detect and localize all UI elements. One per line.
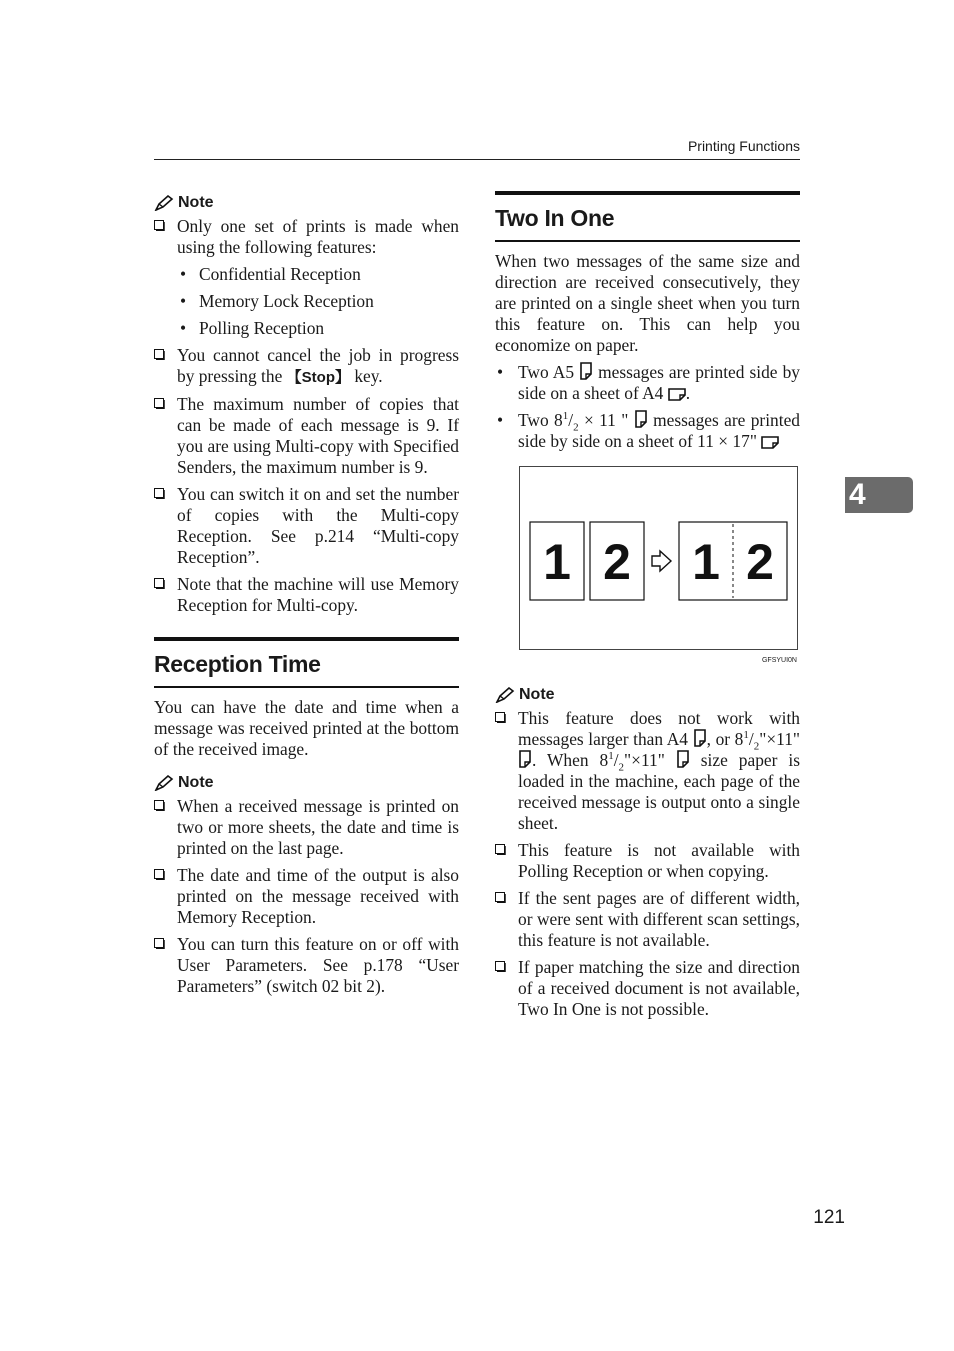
section-rule — [495, 191, 800, 195]
list-item: • Polling Reception — [180, 318, 325, 338]
page-number-label: 1 — [543, 534, 571, 590]
body-paragraph: You can have the date and time when a message was received printed at the bottom of the received image. — [154, 697, 459, 759]
section-title-two-in-one: Two In One — [495, 205, 615, 231]
chapter-tab: 4 — [845, 477, 913, 513]
note-item: Note that the machine will use Memory Reception for Multi-copy. — [154, 574, 459, 616]
note-heading: Note — [154, 192, 459, 213]
left-column — [154, 192, 459, 1003]
figure-frame — [519, 466, 798, 650]
paper-portrait-icon — [676, 750, 690, 768]
note-item: This feature is not available with Polling Reception or when copying. — [495, 840, 800, 882]
list-item: • Two A5 messages are printed side by side on a sheet of A4 . — [497, 362, 800, 403]
checkbox-icon — [154, 800, 165, 811]
note-heading: Note — [154, 772, 459, 793]
two-in-one-figure — [495, 466, 800, 664]
page-number-label: 1 — [692, 534, 720, 590]
checkbox-icon — [495, 712, 506, 723]
page-number-label: 2 — [746, 534, 774, 590]
pencil-note-icon — [495, 687, 515, 703]
section-title-reception-time: Reception Time — [154, 651, 321, 677]
section-rule — [495, 240, 800, 242]
checkbox-icon — [154, 938, 165, 949]
note-item: If paper matching the size and direction of a received document is not available, Two In One is not possible. — [495, 957, 800, 1020]
bullet-list — [495, 362, 800, 452]
checkbox-icon — [154, 349, 165, 360]
figure-illustration — [520, 467, 797, 649]
right-column — [495, 191, 800, 1026]
note-item: You can switch it on and set the number of copies with the Multi-copy Reception. See p.214 “Multi-copy Reception”. — [154, 484, 459, 568]
figure-code: GFSYUI0N — [761, 657, 797, 664]
stop-key-label: 【Stop】 — [286, 369, 350, 386]
paper-portrait-icon — [693, 729, 707, 747]
page-number: 121 — [813, 1207, 845, 1228]
note-item: If the sent pages are of different width, or were sent with different scan settings, this feature is not available. — [495, 888, 800, 951]
note-item: The date and time of the output is also printed on the message received with Memory Reception. — [154, 865, 459, 928]
paper-landscape-icon — [761, 435, 779, 449]
list-item: • Memory Lock Reception — [180, 291, 374, 311]
body-paragraph: When two messages of the same size and direction are received consecutively, they are printed on a single sheet when you turn this feature on. This can help you economize on paper. — [495, 251, 800, 355]
page-number-label: 2 — [603, 534, 631, 590]
checkbox-icon — [154, 578, 165, 589]
checkbox-icon — [154, 220, 165, 231]
checkbox-icon — [495, 844, 506, 855]
paper-portrait-icon — [579, 362, 593, 380]
section-rule — [154, 686, 459, 688]
checkbox-icon — [154, 398, 165, 409]
note-item: You can turn this feature on or off with User Parameters. See p.178 “User Parameters” (switch 02 bit 2). — [154, 934, 459, 997]
arrow-right-icon — [652, 551, 671, 571]
paper-portrait-icon — [634, 410, 648, 428]
note-list — [495, 708, 800, 1020]
note-item: When a received message is printed on two or more sheets, the date and time is printed on the last page. — [154, 796, 459, 859]
checkbox-icon — [154, 869, 165, 880]
header-rule — [154, 159, 800, 160]
note-item: This feature does not work with messages larger than A4 , or $8^1/_2"\times 11$". When $8^1/_2"\times 11$" size paper is loaded in the machine, each page of the received message is output onto a single sheet. — [495, 708, 800, 834]
list-item: • Confidential Reception — [180, 264, 361, 284]
paper-portrait-icon — [518, 750, 532, 768]
running-header: Printing Functions — [687, 138, 800, 154]
pencil-note-icon — [154, 775, 174, 791]
sub-list — [177, 264, 459, 339]
section-rule — [154, 637, 459, 641]
checkbox-icon — [495, 961, 506, 972]
note-item: The maximum number of copies that can be made of each message is 9. If you are using Multi-copy with Specified Senders, the maximum number is 9. — [154, 394, 459, 478]
paper-landscape-icon — [668, 387, 686, 401]
note-list — [154, 216, 459, 616]
checkbox-icon — [495, 892, 506, 903]
note-item: Only one set of prints is made when using the following features: • Confidential Reception • Memory Lock Reception • Polling Reception — [154, 216, 459, 339]
note-list — [154, 796, 459, 997]
pencil-note-icon — [154, 195, 174, 211]
note-heading: Note — [495, 684, 800, 705]
note-item: You cannot cancel the job in progress by pressing the 【Stop】 key. — [154, 345, 459, 388]
list-item: • Two $8^1/_2 \times 11$ " messages are printed side by side on a sheet of 11 × 17" — [497, 410, 800, 451]
checkbox-icon — [154, 488, 165, 499]
